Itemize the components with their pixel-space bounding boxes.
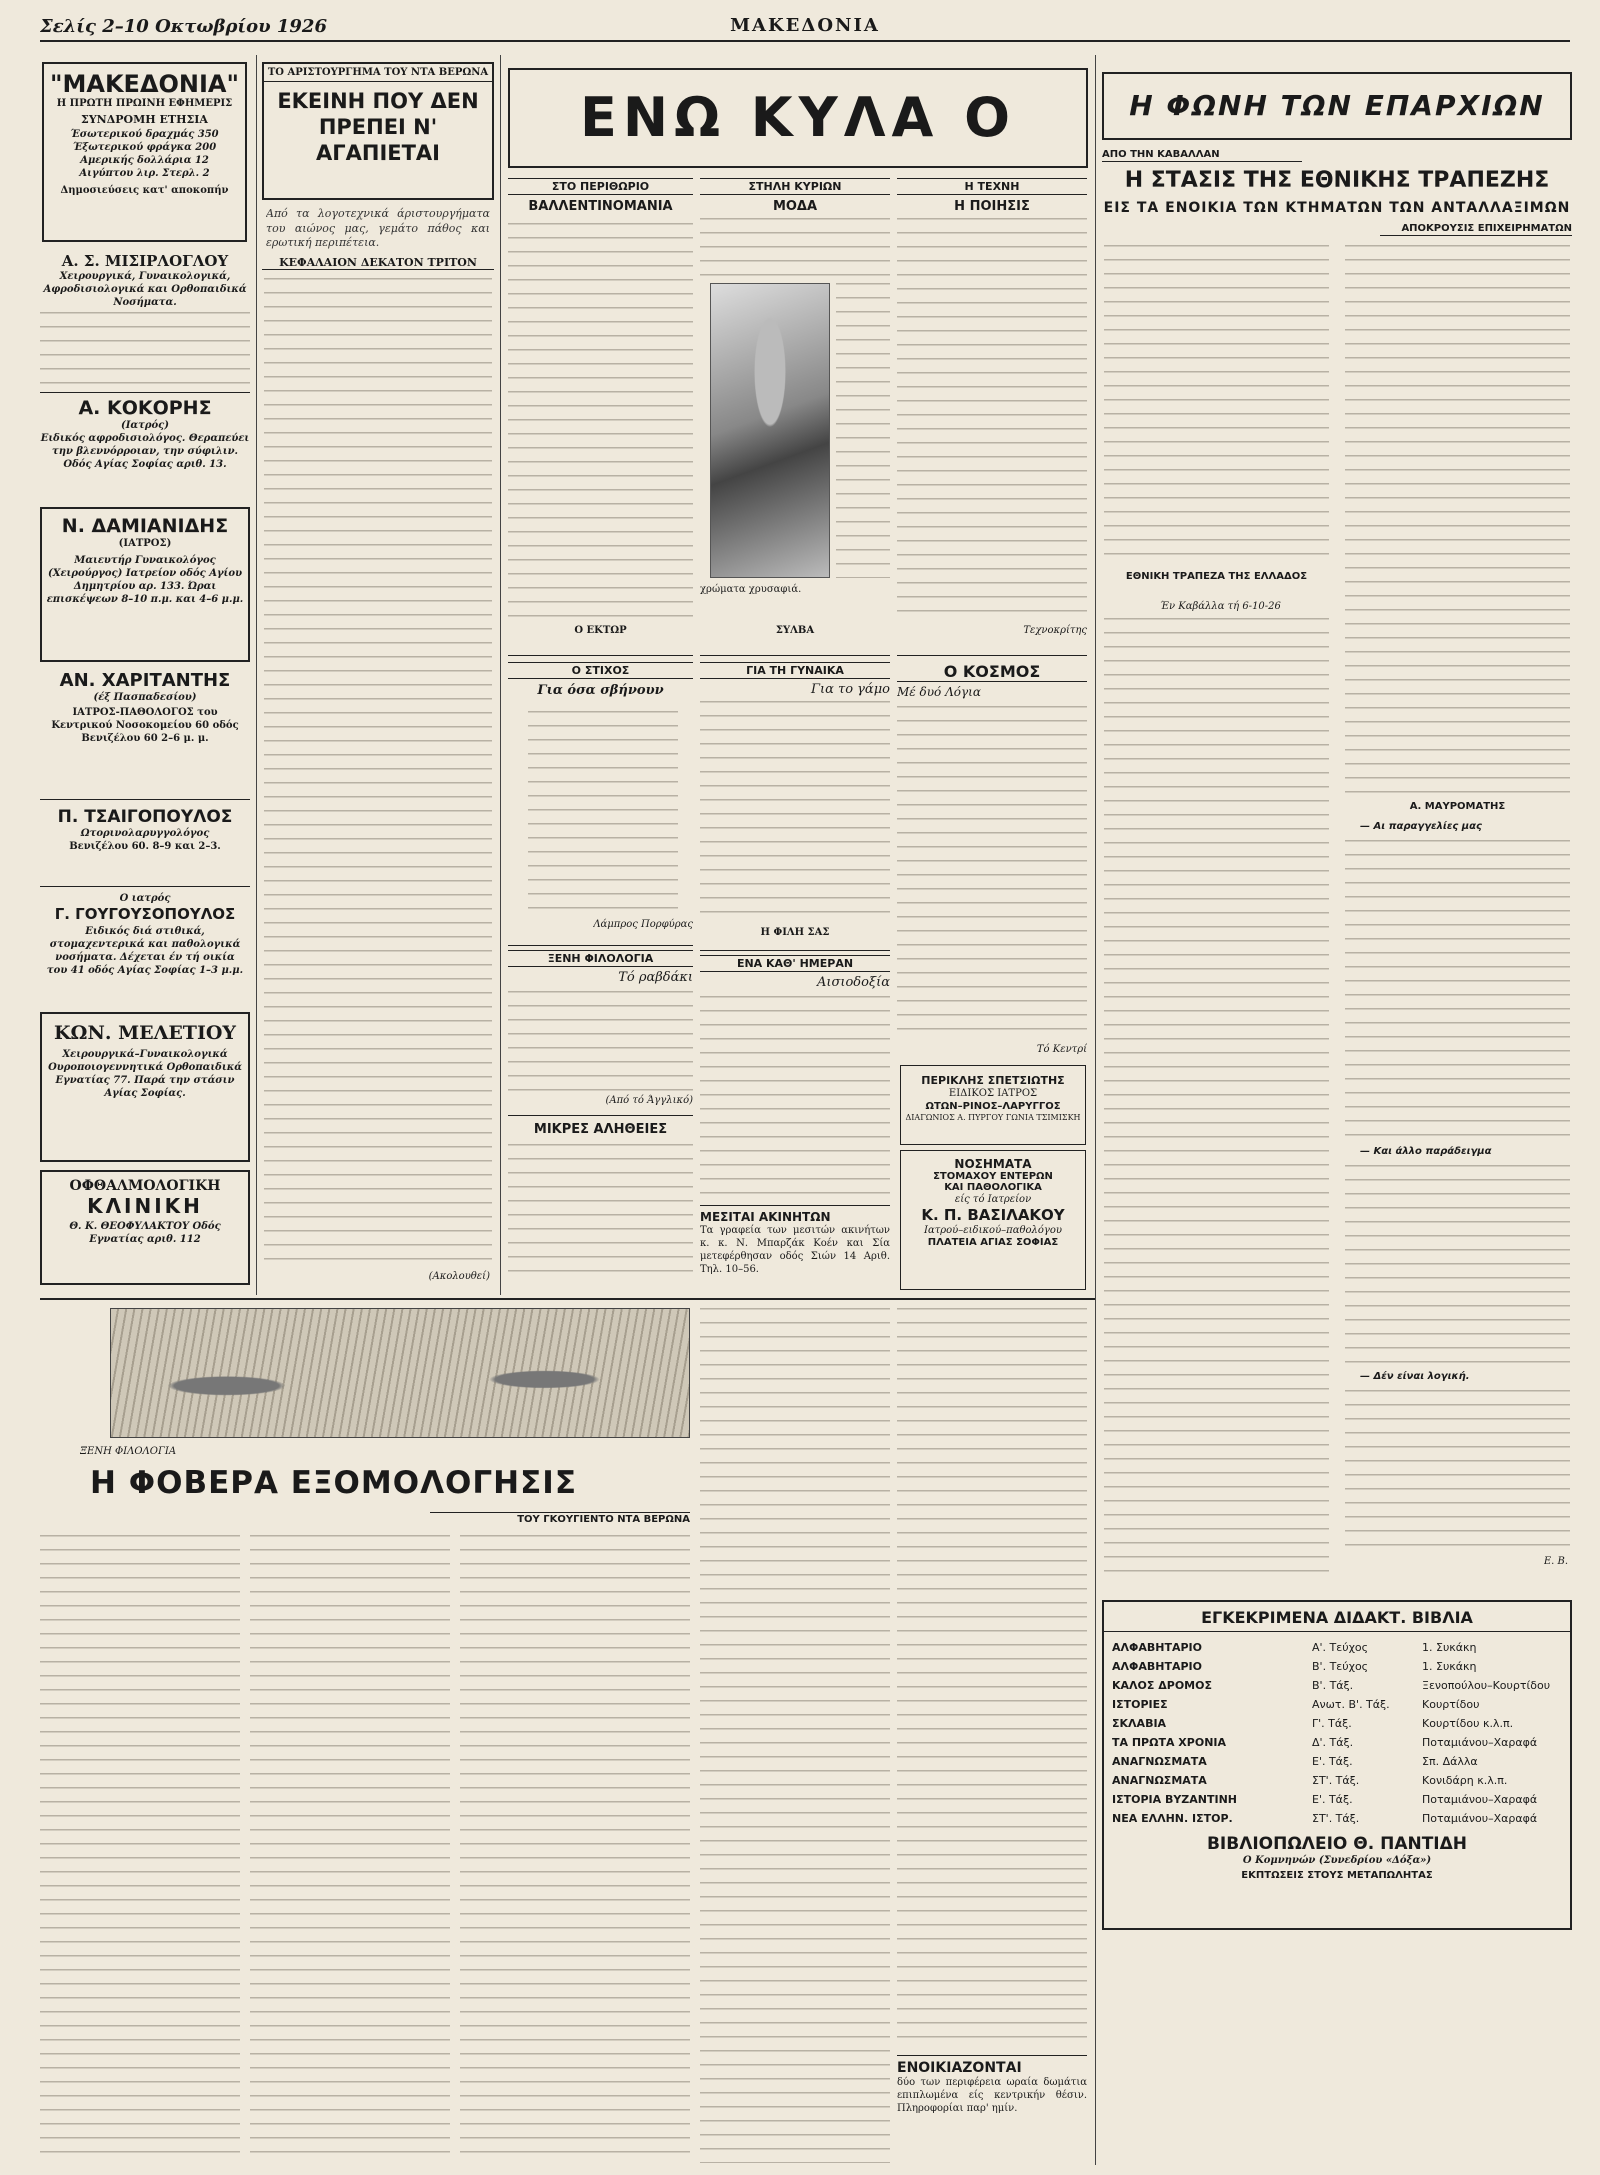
book-row: [1104, 1676, 1570, 1695]
book-author: Κουρτίδου κ.λ.π.: [1422, 1717, 1514, 1730]
ad-spetsiotis: [900, 1065, 1086, 1145]
ad-misirloglou: [40, 252, 250, 387]
section-title: Η ΠΟΙΗΣΙΣ: [954, 199, 1030, 214]
poem-text: [528, 711, 678, 911]
ad-text: Χειρουργικά–Γυναικολογικά Ουροποιογεννητικά Ορθοπαιδικά Εγνατίας 77. Παρά την στάσιν Αγίας Σοφίας.: [48, 1049, 242, 1099]
right-body-text: [1345, 1390, 1570, 1550]
book-grade: Ε'. Τάξ.: [1312, 1793, 1353, 1806]
book-author: 1. Συκάκη: [1422, 1641, 1477, 1654]
masthead-date: Σελίς 2–10 Οκτωβρίου 1926: [40, 16, 327, 37]
section-title: ΜΙΚΡΕΣ ΑΛΗΘΕΙΕΣ: [533, 1122, 668, 1137]
ad-line: ΕΙΔΙΚΟΣ ΙΑΤΡΟΣ: [948, 1088, 1038, 1099]
serial-headline-box: [262, 62, 494, 200]
book-author: 1. Συκάκη: [1422, 1660, 1477, 1673]
books-store: ΒΙΒΛΙΟΠΩΛΕΙΟ Θ. ΠΑΝΤΙΔΗ: [1206, 1834, 1468, 1854]
ad-text: Βενιζέλου 60. 8–9 και 2–3.: [69, 841, 221, 852]
column-rule: [1095, 55, 1096, 2165]
section-moda: [700, 178, 890, 648]
subscription-line: Έσωτερικού δραχμάς 350: [70, 129, 219, 140]
book-row: [1104, 1771, 1570, 1790]
ad-sub: (Ιατρός): [121, 420, 169, 431]
center-banner: [508, 68, 1088, 168]
right-subtitle: ΕΙΣ ΤΑ ΕΝΟΙΚΙΑ ΤΩΝ ΚΤΗΜΑΤΩΝ ΤΩΝ ΑΝΤΑΛΛΑΞΙΜΩΝ: [1103, 200, 1571, 216]
section-body-text: [508, 991, 693, 1091]
ad-line: ΝΟΣΗΜΑΤΑ: [954, 1157, 1032, 1171]
book-author: Ξενοπούλου–Κουρτίδου: [1422, 1679, 1551, 1692]
section-sign: (Από τό Άγγλικό): [605, 1095, 693, 1106]
section-poiisis: [897, 178, 1087, 648]
bottom-body-text: [700, 1308, 890, 2163]
book-author: Ποταμιάνου–Χαραφά: [1422, 1793, 1538, 1806]
bottom-body-text: [460, 1535, 690, 2165]
ad-text: Μαιευτήρ Γυναικολόγος (Χειρούργος) Ιατρείον οδός Αγίου Δημητρίου αρ. 133. Ώραι επισκέψεων 8–10 π.μ. και 4–6 μ.μ.: [46, 555, 244, 605]
section-title: Για όσα σβήνουν: [537, 683, 664, 698]
ad-line: ΠΛΑΤΕΙΑ ΑΓΙΑΣ ΣΟΦΙΑΣ: [927, 1237, 1059, 1248]
ad-name: ΑΝ. ΧΑΡΙΤΑΝΤΗΣ: [59, 670, 231, 691]
section-title: Για το γάμο: [810, 682, 890, 697]
ad-line: ΔΙΑΓΩΝΙΟΣ Α. ΠΥΡΓΟΥ ΓΩΝΙΑ ΤΣΙΜΙΣΚΗ: [905, 1113, 1081, 1122]
section-body-text: [836, 283, 890, 578]
book-row: [1104, 1657, 1570, 1676]
book-row: [1104, 1752, 1570, 1771]
ad-text: Ειδικός αφροδισιολόγος. Θεραπεύει την βλεννόρροιαν, την σύφιλιν. Οδός Αγίας Σοφίας αριθ. 13.: [40, 433, 250, 470]
ad-text: Ειδικός διά στιθικά, στομαχεντερικά και παθολογικά νοσήματα. Δέχεται έν τή οικία του 41 οδός Αγίας Σοφίας 1–3 μ.μ.: [46, 926, 244, 976]
book-row: [1104, 1790, 1570, 1809]
section-divider: [40, 1298, 1095, 1300]
center-banner-title: ΕΝΩ ΚΥΛΑ Ο: [579, 86, 1017, 149]
bottom-body-text: [40, 1535, 240, 2165]
ad-title: ΕΝΟΙΚΙΑΖΟΝΤΑΙ: [897, 2060, 1022, 2076]
book-row: [1104, 1638, 1570, 1657]
section-body-text: [700, 701, 890, 921]
right-par1: — Αι παραγγελίες μας: [1360, 821, 1482, 832]
ad-enoikiazontai: [897, 2055, 1087, 2165]
left-ads-column: [40, 62, 250, 1292]
right-banner: [1102, 72, 1572, 140]
section-title: Ο ΚΟΣΜΟΣ: [897, 662, 1087, 682]
section-title: ΜΟΔΑ: [772, 199, 818, 214]
ad-line: ΩΤΩΝ–ΡΙΝΟΣ–ΛΑΡΥΓΓΟΣ: [925, 1101, 1061, 1112]
section-sign: Η ΦΙΛΗ ΣΑΣ: [760, 927, 830, 938]
book-grade: Α'. Τεύχος: [1312, 1641, 1369, 1654]
right-final-sign: Ε. Β.: [1543, 1556, 1568, 1567]
ad-ophthalmology: [40, 1170, 250, 1285]
ad-pre: Ο ιατρός: [119, 893, 171, 904]
serial-body-text: [264, 278, 492, 1263]
book-grade: Γ'. Τάξ.: [1312, 1717, 1352, 1730]
figure-caption: χρώματα χρυσαφιά.: [700, 584, 802, 595]
masthead: [40, 10, 1570, 42]
book-title: ΑΝΑΓΝΩΣΜΑΤΑ: [1112, 1774, 1207, 1787]
book-row: [1104, 1809, 1570, 1828]
section-label: Ο ΣΤΙΧΟΣ: [508, 662, 693, 679]
section-title: Αισιοδοξία: [817, 975, 890, 990]
section-kosmos: [897, 655, 1087, 1060]
ad-charitantis: [40, 670, 250, 800]
books-title: ΕΓΚΕΚΡΙΜΕΝΑ ΔΙΔΑΚΤ. ΒΙΒΛΙΑ: [1104, 1608, 1570, 1632]
serial-column: [262, 62, 494, 1292]
ad-name: Γ. ΓΟΥΓΟΥΣΟΠΟΥΛΟΣ: [54, 905, 236, 923]
section-body-text: [700, 218, 890, 278]
book-row: [1104, 1714, 1570, 1733]
serial-title: ΕΚΕΙΝΗ ΠΟΥ ΔΕΝ ΠΡΕΠΕΙ Ν' ΑΓΑΠΙΕΤΑΙ: [277, 89, 479, 165]
right-body-text: [1345, 840, 1570, 1140]
subscription-box: [42, 62, 247, 242]
bottom-kicker: ΞΕΝΗ ΦΙΛΟΛΟΓΙΑ: [80, 1446, 177, 1457]
subscription-line: Αμερικής δολλάρια 12: [80, 155, 209, 166]
section-label: Η ΤΕΧΝΗ: [897, 178, 1087, 195]
book-author: Σπ. Δάλλα: [1422, 1755, 1478, 1768]
section-body-text: [508, 1144, 693, 1284]
bottom-author: ΤΟΥ ΓΚΟΥΓΙΕΝΤΟ ΝΤΑ ΒΕΡΩΝΑ: [430, 1512, 690, 1526]
books-list: [1104, 1638, 1570, 1828]
ad-body-lines: [40, 312, 250, 384]
ad-name: Ν. ΔΑΜΙΑΝΙΔΗΣ: [61, 515, 229, 537]
section-label: ΞΕΝΗ ΦΙΛΟΛΟΓΙΑ: [508, 950, 693, 967]
right-sign: Α. ΜΑΥΡΟΜΑΤΗΣ: [1409, 801, 1506, 812]
subscription-line: Έξωτερικού φράγκα 200: [72, 142, 217, 153]
book-grade: Β'. Τεύχος: [1312, 1660, 1369, 1673]
ad-title: ΜΕΣΙΤΑΙ ΑΚΙΝΗΤΩΝ: [700, 1210, 831, 1224]
section-title: Τό ραβδάκι: [618, 970, 693, 985]
ad-sub: Ωτορινολαρυγγολόγος: [80, 828, 210, 839]
right-body-text: [1345, 245, 1570, 795]
ad-line: Ιατρού–ειδικού–παθολόγου: [924, 1225, 1062, 1236]
serial-chapter: ΚΕΦΑΛΑΙΟΝ ΔΕΚΑΤΟΝ ΤΡΙΤΟΝ: [262, 256, 494, 270]
section-kath-hmeran: [700, 950, 890, 1200]
ad-vasilakou: [900, 1150, 1086, 1290]
right-bank: ΕΘΝΙΚΗ ΤΡΑΠΕΖΑ ΤΗΣ ΕΛΛΑΔΟΣ: [1125, 571, 1308, 582]
subscription-label: ΣΥΝΔΡΟΜΗ ΕΤΗΣΙΑ: [81, 113, 208, 126]
column-rule: [256, 55, 257, 1295]
bottom-title: Η ΦΟΒΕΡΑ ΕΞΟΜΟΛΟΓΗΣΙΣ: [90, 1465, 577, 1501]
book-title: ΚΑΛΟΣ ΔΡΟΜΟΣ: [1112, 1679, 1212, 1692]
book-title: ΑΛΦΑΒΗΤΑΡΙΟ: [1112, 1660, 1203, 1673]
ad-name: Π. ΤΣΑΙΓΟΠΟΥΛΟΣ: [57, 807, 233, 827]
ad-name-2: ΚΛΙΝΙΚΗ: [87, 1194, 203, 1218]
section-label: ΕΝΑ ΚΑΘ' ΗΜΕΡΑΝ: [700, 955, 890, 972]
section-body-text: [897, 706, 1087, 1036]
ad-text: δύο των περιφέρεια ωραία δωμάτια επιπλωμένα είς κεντρικήν θέσιν. Πληροφορίαι παρ' ημίν.: [897, 2077, 1087, 2114]
section-sign: Τεχνοκρίτης: [1023, 625, 1087, 636]
ad-name: Α. ΚΟΚΟΡΗΣ: [78, 397, 212, 419]
ad-name: Α. Σ. ΜΙΣΙΡΛΟΓΛΟΥ: [61, 252, 229, 270]
right-par2: — Και άλλο παράδειγμα: [1360, 1146, 1492, 1157]
book-row: [1104, 1695, 1570, 1714]
masthead-title: ΜΑΚΕΔΟΝΙΑ: [730, 15, 880, 36]
section-body-text: [897, 218, 1087, 618]
book-author: Ποταμιάνου–Χαραφά: [1422, 1812, 1538, 1825]
book-title: ΣΚΛΑΒΙΑ: [1112, 1717, 1167, 1730]
right-body-text: [1104, 618, 1329, 1578]
serial-kicker: ΤΟ ΑΡΙΣΤΟΥΡΓΗΜΑ ΤΟΥ ΝΤΑ ΒΕΡΩΝΑ: [264, 64, 492, 82]
section-stixos: [508, 655, 693, 940]
serial-deck: Από τα λογοτεχνικά άριστουργήματα του αιώνος μας, γεμάτο πάθος και ερωτική περιπέτεια.: [266, 207, 490, 249]
right-kicker: ΑΠΟΚΡΟΥΣΙΣ ΕΠΙΧΕΙΡΗΜΑΤΩΝ: [1380, 222, 1572, 236]
book-author: Ποταμιάνου–Χαραφά: [1422, 1736, 1538, 1749]
ad-text: Χειρουργικά, Γυναικολογικά, Αφροδισιολογικά και Ορθοπαιδικά Νοσήματα.: [43, 271, 247, 308]
ad-mesitai: [700, 1205, 890, 1290]
right-title: Η ΣΤΑΣΙΣ ΤΗΣ ΕΘΝΙΚΗΣ ΤΡΑΠΕΖΗΣ: [1124, 168, 1550, 193]
subscription-line: Αιγύπτου λιρ. Στερλ. 2: [79, 168, 210, 179]
ad-line: ΚΑΙ ΠΑΘΟΛΟΓΙΚΑ: [944, 1182, 1042, 1193]
right-body-text: [1104, 245, 1329, 565]
subscription-subtitle: Η ΠΡΩΤΗ ΠΡΩΙΝΗ ΕΦΗΜΕΡΙΣ: [56, 98, 233, 109]
ad-name: ΟΦΘΑΛΜΟΛΟΓΙΚΗ: [69, 1178, 221, 1194]
book-row: [1104, 1733, 1570, 1752]
bottom-body-text: [897, 1308, 1087, 2048]
ad-gougousopoulos: [40, 892, 250, 1007]
right-body-text: [1345, 1165, 1570, 1365]
right-from: ΑΠΟ ΤΗΝ ΚΑΒΑΛΛΑΝ: [1102, 148, 1302, 162]
section-sign: Ο ΕΚΤΩΡ: [574, 625, 627, 636]
section-sign: Τό Κεντρί: [1036, 1044, 1087, 1055]
ad-damianidis: [40, 507, 250, 662]
section-label: ΣΤΟ ΠΕΡΙΘΩΡΙΟ: [508, 178, 693, 195]
ad-text: Τα γραφεία των μεσιτών ακινήτων κ. κ. Ν. Μπαρζάκ Κοέν και Σία μετεφέρθησαν οδός Σιών 14 Αριθ. Τηλ. 10–56.: [700, 1225, 890, 1275]
ad-line: είς τό Ιατρείον: [954, 1194, 1032, 1205]
subscription-title: "ΜΑΚΕΔΟΝΙΑ": [49, 70, 240, 98]
ad-sub: (ΙΑΤΡΟΣ): [118, 538, 172, 549]
book-title: ΙΣΤΟΡΙΕΣ: [1112, 1698, 1168, 1711]
ad-text: ΙΑΤΡΟΣ-ΠΑΘΟΛΟΓΟΣ του Κεντρικού Νοσοκομείου 60 οδός Βενιζέλου 60 2–6 μ. μ.: [51, 707, 239, 744]
section-body-text: [700, 996, 890, 1196]
book-author: Κονιδάρη κ.λ.π.: [1422, 1774, 1508, 1787]
section-title: ΒΑΛΛΕΝΤΙΝΟΜΑΝΙΑ: [528, 199, 673, 214]
subscription-foot: Δημοσιεύσεις κατ' αποκοπήν: [60, 185, 229, 196]
ad-text: Θ. Κ. ΘΕΟΦΥΛΑΚΤΟΥ Οδός Εγνατίας αριθ. 112: [69, 1221, 221, 1245]
book-title: ΝΕΑ ΕΛΛΗΝ. ΙΣΤΟΡ.: [1112, 1812, 1233, 1825]
book-title: ΤΑ ΠΡΩΤΑ ΧΡΟΝΙΑ: [1112, 1736, 1227, 1749]
section-sign: ΣΥΛΒΑ: [775, 625, 815, 636]
ad-sub: (έξ Πασπαδεσίου): [93, 692, 197, 703]
ad-name: Κ. Π. ΒΑΣΙΛΑΚΟΥ: [921, 1206, 1065, 1224]
book-title: ΙΣΤΟΡΙΑ ΒΥΖΑΝΤΙΝΗ: [1112, 1793, 1238, 1806]
section-mikres: [508, 1115, 693, 1290]
right-end: — Δέν είναι λογική.: [1360, 1371, 1470, 1382]
book-grade: ΣΤ'. Τάξ.: [1312, 1812, 1360, 1825]
ad-tsaigopoulos: [40, 807, 250, 887]
book-title: ΑΝΑΓΝΩΣΜΑΤΑ: [1112, 1755, 1207, 1768]
section-xeni: [508, 945, 693, 1110]
serial-signoff: (Ακολουθεί): [428, 1271, 490, 1282]
books-foot: ΕΚΠΤΩΣΕΙΣ ΣΤΟΥΣ ΜΕΤΑΠΩΛΗΤΑΣ: [1241, 1870, 1433, 1881]
section-sign: Λάμπρος Πορφύρας: [593, 919, 693, 930]
fashion-illustration: [710, 283, 830, 578]
book-author: Κουρτίδου: [1422, 1698, 1480, 1711]
book-grade: Ε'. Τάξ.: [1312, 1755, 1353, 1768]
book-grade: Β'. Τάξ.: [1312, 1679, 1354, 1692]
decorative-banner-illustration: [110, 1308, 690, 1438]
books-store-sub: Ο Κομνηνών (Συνεδρίου «Δόξα»): [1242, 1855, 1432, 1866]
section-gynaika: [700, 655, 890, 945]
ad-name: ΠΕΡΙΚΛΗΣ ΣΠΕΤΣΙΩΤΗΣ: [921, 1074, 1065, 1087]
book-title: ΑΛΦΑΒΗΤΑΡΙΟ: [1112, 1641, 1203, 1654]
book-grade: Ανωτ. Β'. Τάξ.: [1312, 1698, 1390, 1711]
book-grade: ΣΤ'. Τάξ.: [1312, 1774, 1360, 1787]
books-box: [1102, 1600, 1572, 1930]
section-sub: Μέ δυό Λόγια: [897, 685, 981, 699]
section-label: ΣΤΗΛΗ ΚΥΡΙΩΝ: [700, 178, 890, 195]
section-valentinomania: [508, 178, 693, 648]
ad-line: ΣΤΟΜΑΧΟΥ ΕΝΤΕΡΩΝ: [933, 1171, 1053, 1182]
section-label: ΓΙΑ ΤΗ ΓΥΝΑΙΚΑ: [700, 662, 890, 679]
bottom-body-text: [250, 1535, 450, 2165]
section-body-text: [508, 223, 693, 618]
ad-kokoris: [40, 392, 250, 502]
right-banner-title: Η ΦΩΝΗ ΤΩΝ ΕΠΑΡΧΙΩΝ: [1129, 89, 1545, 122]
ad-meletiou: [40, 1012, 250, 1162]
right-dated: Έν Καβάλλα τή 6-10-26: [1160, 601, 1281, 612]
column-rule: [500, 55, 501, 1295]
ad-name: ΚΩΝ. ΜΕΛΕΤΙΟΥ: [54, 1022, 236, 1044]
book-grade: Δ'. Τάξ.: [1312, 1736, 1354, 1749]
